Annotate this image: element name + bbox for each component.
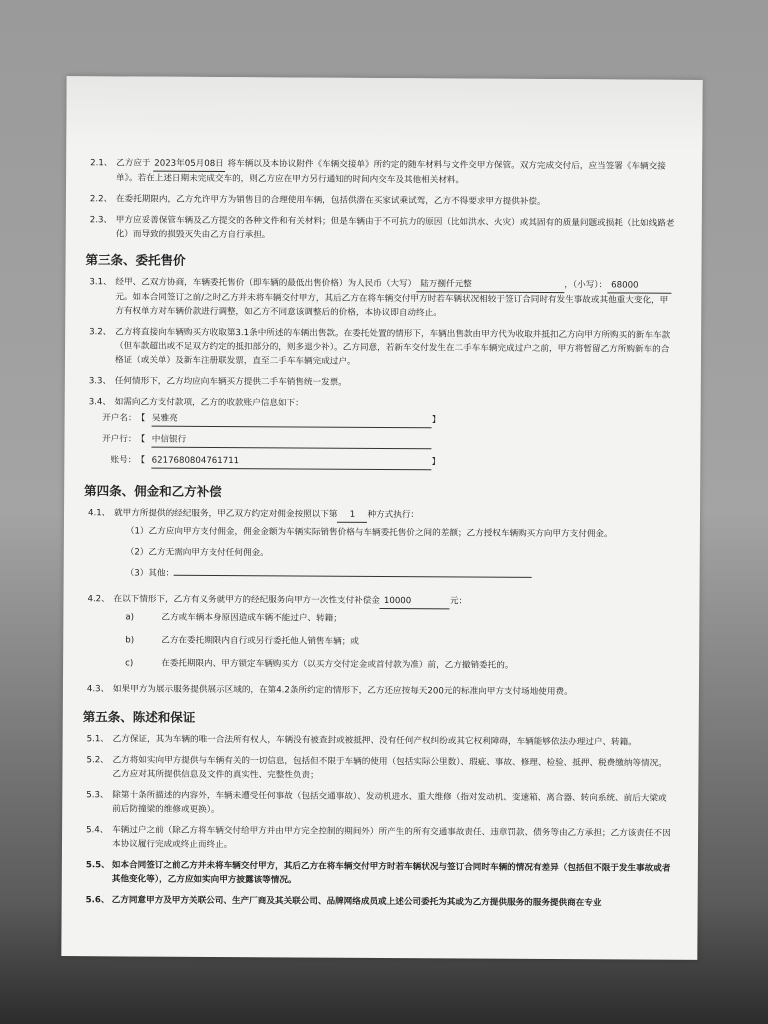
- clause-text: 在以下情形下，乙方有义务就甲方的经纪服务向甲方一次性支付补偿金: [113, 594, 380, 606]
- clause-number: 2.1、: [90, 158, 113, 169]
- clause-text: 甲方应妥善保管车辆及乙方提交的各种文件和有关材料；但是车辆由于不可抗力的原因（比如洪水、火灾）或其固有的质量问题或损耗（比如线路老化）而导致的损毁灭失由乙方自行承担。: [115, 215, 675, 241]
- clause-number: 4.3、: [86, 684, 110, 695]
- clause-text: 将车辆以及本协议附件《车辆交接单》所约定的随车材料与文件交甲方保管。双方完成交付后，应当签署《车辆交接单》。若在上述日期未完成交车的，则乙方应在甲方另行通知的时间内交车及其他相关材料。: [116, 159, 666, 186]
- clause-text: 如需向乙方支付款项，乙方的收款账户信息如下：: [114, 397, 304, 409]
- clause-3-4: [65, 395, 701, 413]
- clause-2-3: [66, 213, 702, 245]
- option-label: （3）: [125, 568, 149, 579]
- contract-body: [62, 156, 703, 911]
- clause-5-5: [62, 858, 698, 890]
- clause-text: 乙方将如实向甲方提供与车辆有关的一切信息，包括但不限于车辆的使用（包括实际公里数）、瑕疵、事故、修理、检验、抵押、税费缴纳等情况。乙方应对其所提供信息及文件的真实性、完整性负责；: [112, 755, 667, 781]
- option-label: （2）: [125, 547, 149, 558]
- clause-text: 如本合同签订之前乙方并未将车辆交付甲方，其后乙方在将车辆交付甲方时若车辆状况与签订合同时车辆的情况有差异（包括但不限于发生事故或者其他变化等），乙方应如实向甲方披露该等情况。: [111, 860, 671, 886]
- clause-text: 除第十条所描述的内容外，车辆未遭受任何事故（包括交通事故）、发动机进水、重大维修（指对发动机、变速箱、离合器、转向系统、前后大梁或前后防撞梁的维修或更换）。: [112, 790, 667, 816]
- page-top-shadow: [66, 76, 702, 150]
- compensation-amount: 10000: [380, 594, 450, 609]
- clause-5-2: [62, 753, 698, 785]
- option-label: c): [125, 658, 134, 669]
- clause-number: 5.4、: [86, 825, 109, 836]
- clause-text: 乙方保证，其为车辆的唯一合法所有权人，车辆没有被查封或被抵押、没有任何产权纠纷或其它权利障碍，车辆能够依法办理过户、转籍。: [112, 734, 637, 748]
- field-label: 开户行：: [102, 434, 137, 445]
- option-label: a): [125, 612, 135, 623]
- account-name: 吴雅亮: [152, 412, 432, 429]
- clause-number: 5.2、: [86, 755, 109, 766]
- clause-text: 在委托期限内，乙方允许甲方为销售目的合理使用车辆，包括供潜在买家试乘试驾，乙方不得要求甲方提供补偿。: [115, 194, 546, 207]
- clause-text: ，（小写）：: [564, 280, 608, 291]
- clause-text: 种方式执行：: [367, 509, 420, 521]
- account-number-row: 账号：【 6217680804761711 】: [64, 453, 700, 472]
- option-text: 乙方无需向甲方支付任何佣金。: [148, 547, 269, 559]
- clause-text: 元。如本合同签订之前/之时乙方并未将车辆交付甲方，其后乙方在将车辆交付甲方时若车辆状况相较于签订合同时有发生事故或其他重大变化，甲方有权单方对车辆价款进行调整，如乙方不同意该调整后的价格，本协议即自动终止。: [115, 292, 669, 319]
- clause-text: 元：: [449, 596, 468, 607]
- clause-number: 4.1、: [87, 508, 111, 519]
- option-label: （1）: [125, 526, 149, 537]
- field-label: 开户名：: [102, 413, 137, 424]
- account-number: 6217680804761711: [152, 454, 432, 471]
- clause-text: 乙方同意甲方及甲方关联公司、生产厂商及其关联公司、品牌网络成员或上述公司委托为其或为乙方提供服务的服务提供商在专业: [111, 895, 602, 909]
- clause-text: 乙方应于: [116, 158, 154, 169]
- clause-text: 车辆过户之前（除乙方将车辆交付给甲方并由甲方完全控制的期间外）所产生的所有交通事故责任、违章罚款、债务等由乙方承担；乙方该责任不因本协议履行完成或终止而终止。: [111, 825, 671, 851]
- option-text: 乙方应向甲方支付佣金，佣金金额为车辆实际销售价格与车辆委托售价之间的差额；乙方授权车辆购买方向甲方支付佣金。: [148, 526, 613, 540]
- clause-3-1: [65, 275, 701, 322]
- option-label: b): [125, 635, 135, 646]
- clause-text: 任何情形下，乙方均应向车辆买方提供二手车销售统一发票。: [114, 376, 347, 388]
- other-blank-line: [174, 575, 532, 578]
- clause-number: 2.3、: [89, 215, 113, 226]
- clause-2-1: [66, 156, 702, 189]
- clause-text: 就甲方所提供的经纪服务，甲乙双方约定对佣金按照以下第: [113, 508, 338, 520]
- clause-number: 3.4、: [88, 397, 111, 408]
- clause-number: 5.1、: [86, 734, 109, 745]
- account-name-row: 开户名：【 吴雅亮 】: [65, 411, 701, 430]
- price-in-figures: 68000: [607, 278, 671, 293]
- clause-number: 2.2、: [89, 194, 113, 205]
- clause-number: 5.3、: [86, 790, 109, 801]
- clause-5-6: [62, 893, 698, 911]
- option-text: 在委托期限内、甲方锁定车辆购买方（以买方交付定金或首付款为准）前，乙方撤销委托的。: [161, 658, 514, 671]
- price-in-words: 陆万捌仟元整: [416, 277, 564, 293]
- commission-option: 1: [337, 508, 367, 523]
- clause-text: 经甲、乙双方协商，车辆委托售价（即车辆的最低出售价格）为人民币（大写）: [115, 277, 417, 290]
- clause-3-2: [65, 325, 701, 371]
- clause-number: 3.3、: [88, 376, 112, 387]
- option-text: 其他：: [148, 568, 175, 579]
- account-bank: 中信银行: [152, 433, 432, 450]
- clause-5-4: [62, 823, 698, 855]
- clause-text: 乙方将直接向车辆购买方收取第3.1条中所述的车辆出售款。在委托处置的情形下，车辆出售款由甲方代为收取并抵扣乙方向甲方所购买的新车车款（但车款超出或不足双方约定的抵扣部分的，则多退少补）。乙方同意，若新车交付发生在二手车车辆完成过户之前，甲方将暂留乙方所购新车的合格证（或关单）及新车注册联发票，直至二手车车辆完成过户。: [114, 327, 671, 367]
- field-label: 账号：: [110, 455, 137, 466]
- handover-date: 2023年05月08日: [153, 157, 225, 172]
- clause-text: 如果甲方为展示服务提供展示区域的，在第4.2条所约定的情形下，乙方还应按每天200元的标准向甲方支付场地使用费。: [112, 684, 573, 698]
- option-text: 乙方在委托期限内自行或另行委托他人销售车辆；或: [161, 635, 359, 647]
- account-bank-row: 开户行：【 中信银行: [64, 432, 700, 451]
- clause-number: 3.2、: [89, 327, 112, 338]
- option-text: 乙方或车辆本身原因造成车辆不能过户、转籍；: [161, 612, 342, 624]
- contract-page: [61, 76, 702, 960]
- section-heading-3: 第三条、委托售价: [85, 252, 186, 268]
- clause-number: 3.1、: [89, 277, 112, 288]
- section-heading-4: 第四条、佣金和乙方补偿: [84, 483, 222, 500]
- section-heading-5: 第五条、陈述和保证: [82, 709, 196, 725]
- clause-number: 5.6、: [85, 895, 110, 906]
- clause-number: 4.2、: [87, 594, 110, 605]
- clause-number: 5.5、: [85, 860, 110, 871]
- clause-5-3: [62, 788, 698, 820]
